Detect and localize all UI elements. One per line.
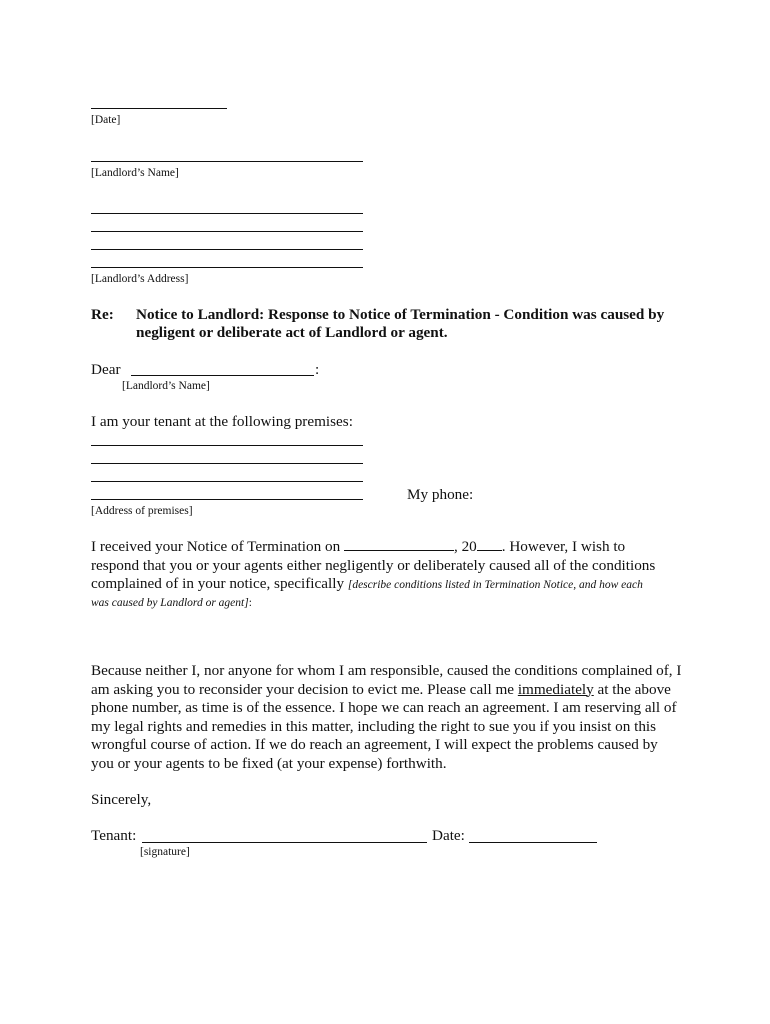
paragraph-2-line-1: Because neither I, nor anyone for whom I am responsible, caused the conditions complained of, I: [91, 662, 682, 679]
paragraph-1-line-1: [91, 538, 716, 557]
p1-text-b: , 20: [453, 538, 477, 555]
notice-date-blank: [344, 538, 454, 551]
premises-line-1: [91, 445, 363, 446]
landlord-address-line-1: [91, 213, 363, 214]
landlord-address-line-4: [91, 267, 363, 268]
p1-line4-instruction: was caused by Landlord or agent]: [91, 596, 249, 609]
premises-intro: I am your tenant at the following premises:: [91, 413, 353, 430]
premises-line-2: [91, 463, 363, 464]
tenant-signature-line: [142, 842, 427, 843]
paragraph-2: [91, 662, 716, 774]
phone-label: My phone:: [407, 486, 474, 503]
paragraph-1-line-4: [91, 593, 716, 613]
salutation-dear: Dear: [91, 361, 121, 378]
tenant-label: Tenant:: [91, 827, 137, 844]
paragraph-1-line-3: [91, 575, 716, 595]
closing-date-label: Date:: [432, 827, 465, 844]
premises-address-label: [Address of premises]: [91, 505, 193, 517]
p2-immediately: immediately: [517, 680, 594, 698]
paragraph-2-line-2: [91, 681, 716, 700]
landlord-address-label: [Landlord’s Address]: [91, 273, 189, 285]
p1-line3-instruction: [describe conditions listed in Termination Notice, and how each: [347, 579, 643, 592]
paragraph-2-line-4: my legal rights and remedies in this matter, including the right to sue you if you insist on this: [91, 717, 657, 735]
paragraph-1: [91, 538, 716, 612]
re-label: Re:: [91, 306, 114, 323]
p1-text-c: . However, I wish to: [501, 538, 626, 555]
closing-date-line: [469, 842, 597, 843]
landlord-address-line-2: [91, 231, 363, 232]
signature-label: [signature]: [140, 846, 190, 858]
salutation-name-label: [Landlord’s Name]: [122, 380, 210, 392]
subject-line-2: negligent or deliberate act of Landlord or agent.: [136, 324, 448, 341]
date-label: [Date]: [91, 114, 121, 126]
salutation-name-line: [131, 375, 314, 376]
paragraph-1-line-2: respond that you or your agents either negligently or deliberately caused all of the conditions: [91, 556, 656, 574]
salutation-colon: :: [315, 361, 320, 378]
p1-line3-text: complained of in your notice, specifically: [91, 575, 345, 593]
sincerely: Sincerely,: [91, 791, 152, 808]
notice-year-blank: [477, 538, 502, 551]
landlord-address-line-3: [91, 249, 363, 250]
landlord-name-line: [91, 161, 363, 162]
landlord-name-label: [Landlord’s Name]: [91, 167, 179, 179]
subject-line-1: Notice to Landlord: Response to Notice of Termination - Condition was caused by: [136, 306, 665, 323]
premises-line-3: [91, 481, 363, 482]
date-line: [91, 108, 227, 109]
premises-line-4: [91, 499, 363, 500]
p2-line2-a: am asking you to reconsider your decision to evict me. Please call me: [91, 680, 515, 698]
paragraph-2-line-3: phone number, as time is of the essence. I hope we can reach an agreement. I am reserving all of: [91, 699, 677, 717]
paragraph-2-line-5: wrongful course of action. If we do reach an agreement, I will expect the problems caused by: [91, 736, 658, 754]
p1-line4-colon: :: [248, 596, 252, 609]
paragraph-2-line-6: you or your agents to be fixed (at your expense) forthwith.: [91, 754, 447, 772]
p2-line2-c: at the above: [597, 680, 671, 698]
p1-text-a: I received your Notice of Termination on: [91, 538, 341, 555]
